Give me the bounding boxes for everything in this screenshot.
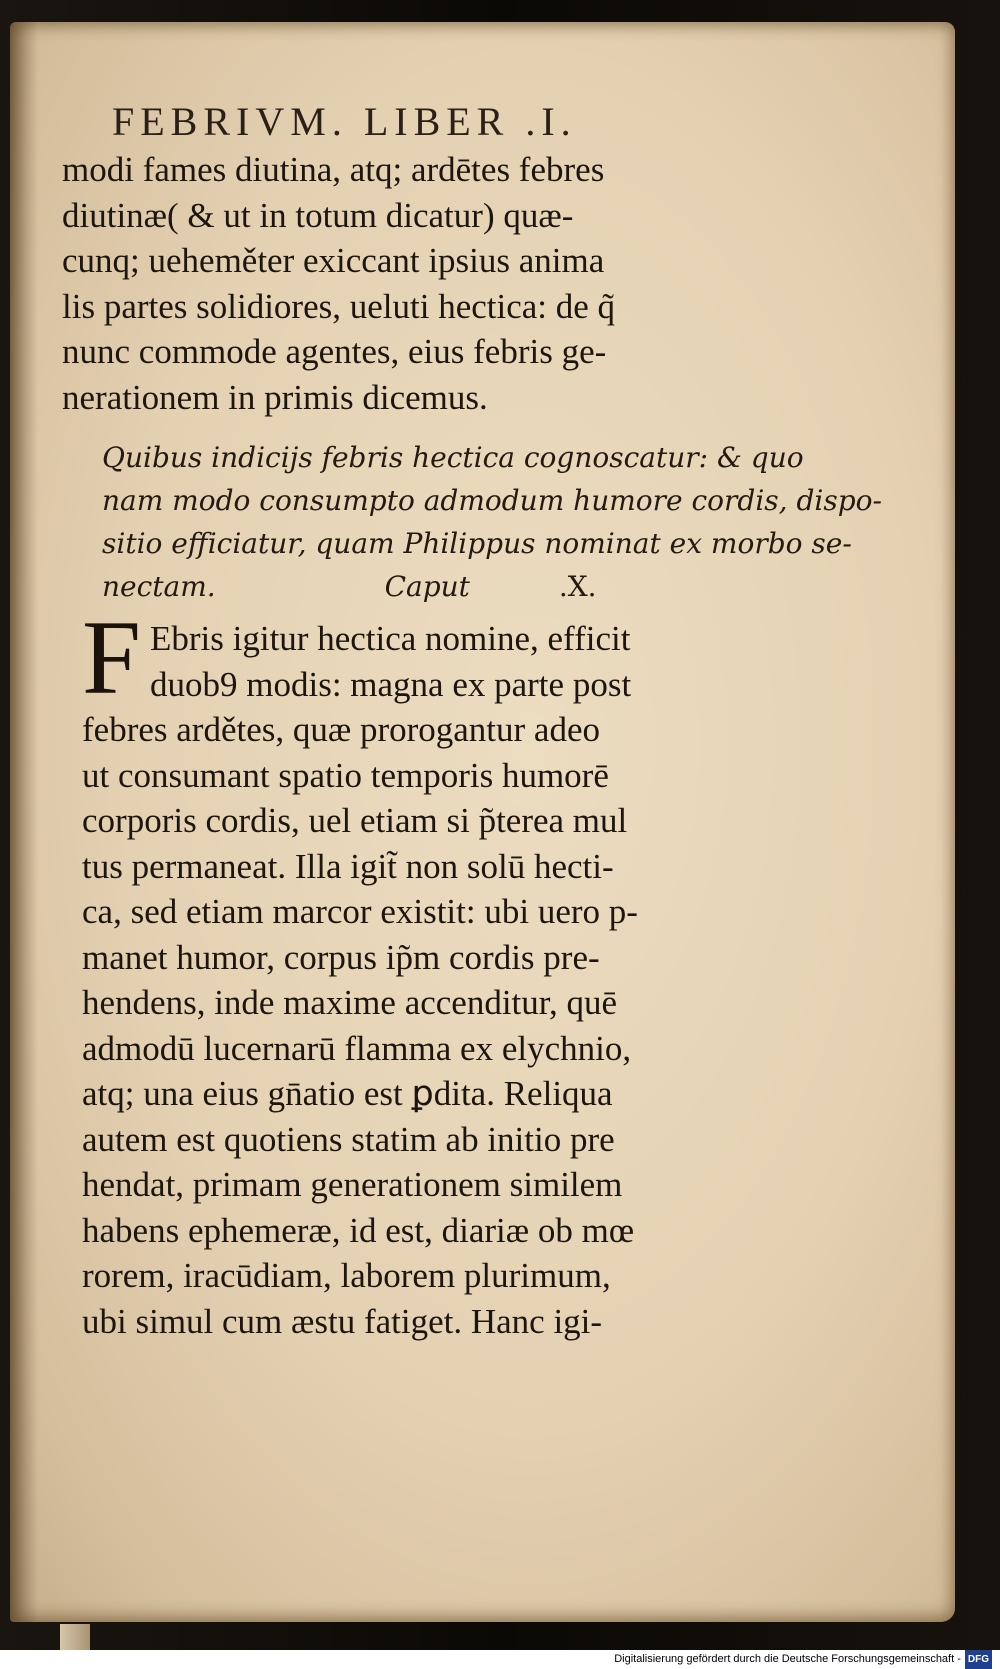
caput-label: Caput [384, 570, 470, 603]
text-line: ubi simul cum æstu fatiget. Hanc igi- [82, 1301, 603, 1341]
caput-number: .X. [558, 570, 597, 603]
text-line: duob9 modis: magna ex parte post [150, 664, 632, 704]
text-line: admodū lucernarū flamma ex elychnio, [82, 1028, 632, 1068]
paragraph-2 [82, 599, 772, 1344]
page-edge-tab [60, 1624, 90, 1650]
text-line: modi fames diutina, atq; ardētes febres [62, 150, 605, 189]
text-line: manet humor, corpus ip̃m cordis pre- [82, 937, 600, 977]
dfg-logo: DFG [965, 1650, 992, 1669]
text-line: lis partes solidiores, ueluti hectica: de q̃ [62, 286, 616, 326]
text-line: febres ardětes, quæ prorogantur adeo [82, 710, 600, 749]
text-block [62, 98, 882, 1344]
heading-line-last: nectam. [102, 570, 216, 603]
paragraph-1 [62, 147, 752, 420]
running-head: FEBRIVM. LIBER .I. [112, 99, 577, 144]
heading-line: nam modo consumpto admodum humore cordis, dispo- [102, 484, 882, 517]
text-line: atq; una eius gn̄atio est ꝑdita. Reliqua [82, 1074, 613, 1113]
text-line: corporis cordis, uel etiam si p̃terea mul [82, 801, 628, 840]
chapter-heading [102, 436, 882, 608]
text-line: Ebris igitur hectica nomine, efficit [150, 619, 631, 658]
heading-line: sitio efficiatur, quam Philippus nominat ex morbo se- [102, 527, 852, 560]
text-line: autem est quotiens statim ab initio pre [82, 1119, 615, 1159]
text-line: diutinæ( & ut in totum dicatur) quæ- [62, 195, 574, 235]
heading-line: Quibus indicijs febris hectica cognoscatur: & quo [102, 441, 804, 474]
text-line: ut consumant spatio temporis humorē [82, 755, 609, 795]
dropcap-block [82, 599, 772, 716]
text-line: cunq; ueheměter exiccant ipsius anima [62, 241, 605, 280]
text-line: rorem, iracūdiam, laborem plurimum, [82, 1256, 611, 1295]
text-line: habens ephemeræ, id est, diariæ ob mœ [82, 1210, 635, 1250]
book-page [10, 22, 955, 1622]
text-line: hendat, primam generationem similem [82, 1165, 623, 1204]
digitization-footer [0, 1650, 1000, 1669]
footer-text: Digitalisierung gefördert durch die Deutsche Forschungsgemeinschaft - [614, 1653, 961, 1665]
text-line: tus permaneat. Illa igit̃ non solū hecti- [82, 846, 614, 886]
caput-row [102, 565, 752, 608]
drop-cap: F [82, 599, 141, 716]
text-line: hendens, inde maxime accenditur, quē [82, 983, 618, 1022]
text-line: nunc commode agentes, eius febris ge- [62, 332, 607, 371]
text-line: ca, sed etiam marcor existit: ubi uero p- [82, 892, 638, 931]
text-line: nerationem in primis dicemus. [62, 377, 488, 417]
